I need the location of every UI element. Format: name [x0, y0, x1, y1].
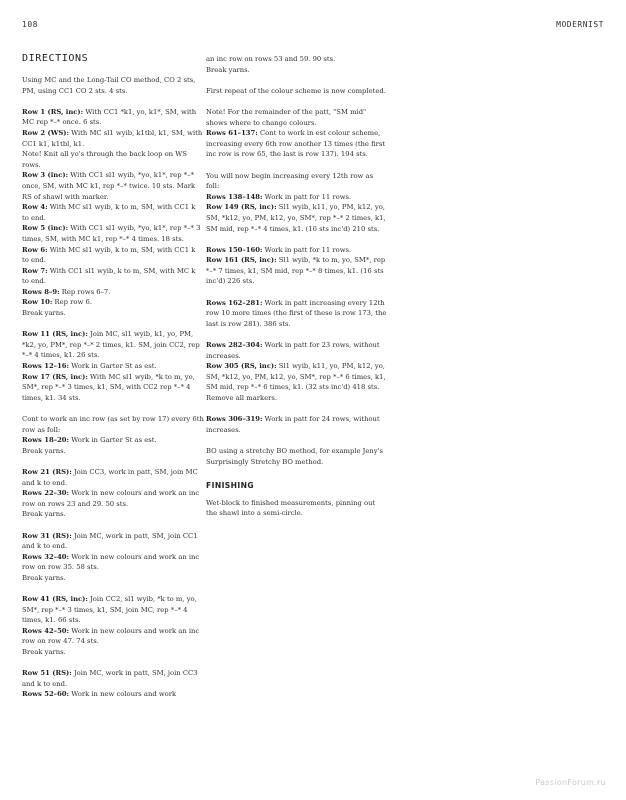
row-label: Row 4:: [22, 203, 48, 212]
left-column: [22, 75, 204, 700]
instruction-line: [22, 287, 204, 298]
instruction-line: [22, 223, 204, 244]
instruction-paragraph: [22, 467, 204, 520]
instruction-line: [22, 689, 204, 700]
instruction-paragraph: [22, 75, 204, 96]
row-label: Rows 306–319:: [206, 415, 263, 424]
row-label: Row 51 (RS):: [22, 669, 72, 678]
row-text: Note! Knit all yo's through the back loop on WS rows.: [22, 150, 187, 169]
row-text: Break yarns.: [22, 309, 66, 318]
instruction-line: [206, 192, 388, 203]
instruction-line: [22, 552, 204, 573]
instruction-line: [206, 361, 388, 393]
row-label: Row 305 (RS, inc):: [206, 362, 277, 371]
instruction-line: [206, 128, 388, 160]
instruction-paragraph: [22, 531, 204, 584]
row-text: Work in new colours and work an inc row on row 47. 74 sts.: [22, 626, 200, 646]
instruction-paragraph: [22, 107, 204, 319]
row-text: Rep rows 6–7.: [59, 287, 111, 296]
row-text: With MC sl1 wyib, *k to m, yo, SM*, rep *–* 3 times, k1, SM, with CC2 rep *–* 4 times, k1. 34 sts.: [22, 372, 195, 402]
middle-column-body: [206, 54, 388, 467]
row-text: Work in patt for 23 rows, without increases.: [206, 341, 380, 360]
row-text: With CC1 sl1 wyib, k to m, SM, with MC k to end.: [22, 266, 196, 286]
instruction-line: [206, 202, 388, 234]
running-head: MODERNIST: [556, 20, 604, 29]
row-text: With CC1 sl1 wyib, *yo, k1*, rep *–* once, SM, with MC k1, rep *–* twice. 10 sts. Mark RS of shawl with marker.: [22, 171, 196, 201]
row-text: Work in patt for 24 rows, without increases.: [206, 415, 380, 434]
row-label: Rows 61–137:: [206, 129, 258, 138]
instruction-paragraph: [22, 668, 204, 700]
finishing-text: Wet-block to finished measurements, pinning out the shawl into a semi-circle.: [206, 498, 376, 518]
row-label: Rows 8–9:: [22, 287, 60, 296]
instruction-line: [22, 128, 204, 149]
row-text: With MC sl1 wyib, k to m, SM, with CC1 k to end.: [22, 203, 196, 222]
row-text: Join MC, work in patt, SM, join CC3 and k to end.: [22, 669, 198, 688]
row-text: With CC1 *k1, yo, k1*, SM, with MC rep *–* once. 6 sts.: [22, 107, 197, 127]
row-label: Row 10:: [22, 298, 53, 307]
instruction-paragraph: [206, 340, 388, 404]
row-text: Join CC2, sl1 wyib, *k to m, yo, SM*, rep *–* 3 times, k1, SM, join MC, rep *–* 4 times, k1. 66 sts.: [22, 595, 197, 625]
instruction-line: [22, 361, 204, 372]
watermark: PassionForum.ru: [535, 778, 606, 787]
instruction-paragraph: [206, 414, 388, 435]
row-text: Work in patt for 11 rows.: [262, 245, 352, 254]
row-text: Sl1 wyib, *k to m, yo, SM*, rep *–* 7 times, k1, SM mid, rep *–* 8 times, k1. (16 sts inc'd) 226 sts.: [206, 256, 386, 286]
row-text: With MC sl1 wyib, k1tbl, k1, SM, with CC1 k1, k1tbl, k1.: [22, 128, 203, 148]
instruction-line: [206, 446, 388, 467]
row-label: Rows 12–16:: [22, 362, 70, 371]
page-number: 108: [22, 20, 38, 29]
row-text: Remove all markers.: [206, 394, 278, 402]
instruction-line: [22, 202, 204, 223]
row-text: Join MC, sl1 wyib, k1, yo, PM, *k2, yo, PM*, rep *–* 2 times, k1. SM, join CC2, rep *–* 4 times, k1. 26 sts.: [22, 330, 200, 360]
instruction-paragraph: [206, 446, 388, 467]
row-label: Row 149 (RS, inc):: [206, 203, 277, 212]
instruction-line: [22, 531, 204, 552]
instruction-line: [22, 446, 204, 457]
row-text: BO using a stretchy BO method, for example Jeny's Surprisingly Stretchy BO method.: [206, 446, 383, 466]
row-text: Rep row 6.: [52, 298, 92, 307]
instruction-paragraph: [206, 298, 388, 330]
row-text: Note! For the remainder of the patt, "SM mid" shows where to change colours.: [206, 107, 367, 127]
row-label: Rows 282–304:: [206, 341, 263, 350]
instruction-line: [206, 86, 388, 97]
instruction-line: [22, 647, 204, 658]
row-text: Work in new colours and work an inc row on row 35. 58 sts.: [22, 552, 200, 572]
row-text: Work in new colours and work an inc row on rows 23 and 29. 50 sts.: [22, 489, 200, 508]
row-label: Row 11 (RS, inc):: [22, 330, 88, 339]
instruction-line: [22, 467, 204, 488]
row-label: Rows 22–30:: [22, 489, 70, 498]
instruction-line: [206, 255, 388, 287]
row-text: Break yarns.: [206, 65, 250, 74]
instruction-paragraph: [22, 594, 204, 658]
instruction-paragraph: [206, 54, 388, 75]
instruction-line: [22, 308, 204, 319]
middle-column: [206, 54, 388, 519]
instruction-line: [206, 298, 388, 330]
row-label: Rows 138–148:: [206, 192, 263, 201]
row-text: Break yarns.: [22, 510, 66, 519]
row-text: You will now begin increasing every 12th row as foll:: [206, 171, 374, 191]
instruction-line: [22, 107, 204, 128]
instruction-line: [22, 75, 204, 96]
row-text: Work in patt increasing every 12th row 10 more times (the first of these is row 173, the last is row 281). 386 sts.: [206, 298, 387, 328]
row-label: Row 31 (RS):: [22, 531, 72, 540]
row-text: Cont to work an inc row (as set by row 17) every 6th row as foll:: [22, 415, 204, 434]
instruction-line: [22, 488, 204, 509]
row-label: Row 3 (inc):: [22, 171, 69, 180]
finishing-section: [206, 481, 388, 519]
row-text: Cont to work in est colour scheme, increasing every 6th row another 13 times (the first inc row is row 65, the last is row 137). 194 sts.: [206, 129, 386, 159]
instruction-paragraph: [206, 245, 388, 287]
row-text: Work in Garter St as est.: [69, 436, 157, 445]
row-label: Rows 162–281:: [206, 298, 263, 307]
row-label: Rows 52–60:: [22, 690, 70, 699]
instruction-line: [206, 393, 388, 404]
finishing-heading: FINISHING: [206, 481, 255, 491]
instruction-paragraph: [22, 414, 204, 456]
row-text: Sl1 wyib, k11, yo, PM, k12, yo, SM, *k12, yo, PM, k12, yo, SM*, rep *–* 6 times, k1, SM mid, rep *–* 6 times, k1. (32 sts inc'd) 418 sts.: [206, 362, 386, 392]
instruction-line: [206, 245, 388, 256]
instruction-line: [206, 414, 388, 435]
instruction-line: [22, 372, 204, 404]
row-label: Rows 32–40:: [22, 552, 70, 561]
row-text: an inc row on rows 53 and 59. 90 sts.: [206, 55, 336, 63]
instruction-line: [22, 509, 204, 520]
instruction-line: [22, 668, 204, 689]
row-text: With MC sl1 wyib, k to m, SM, with CC1 k to end.: [22, 245, 196, 265]
instruction-line: [22, 435, 204, 446]
row-label: Rows 42–50:: [22, 626, 70, 635]
instruction-line: [22, 170, 204, 202]
row-label: Row 17 (RS, inc):: [22, 372, 88, 381]
row-label: Rows 150–160:: [206, 245, 263, 254]
row-text: Join CC3, work in patt, SM, join MC and k to end.: [22, 467, 198, 487]
instruction-line: [206, 340, 388, 361]
row-text: Work in new colours and work: [69, 690, 177, 699]
directions-heading: DIRECTIONS: [22, 53, 89, 64]
instruction-line: [22, 297, 204, 308]
row-label: Row 41 (RS, inc):: [22, 595, 88, 604]
row-text: Work in patt for 11 rows.: [262, 192, 352, 201]
instruction-line: [206, 171, 388, 192]
row-text: Sl1 wyib, k11, yo, PM, k12, yo, SM, *k12, yo, PM, k12, yo, SM*, rep *–* 2 times, k1, SM mid, rep *–* 4 times, k1. (16 sts inc'd) 210 sts.: [206, 203, 386, 233]
instruction-line: [206, 65, 388, 76]
row-text: Break yarns.: [22, 573, 66, 582]
instruction-line: [22, 266, 204, 287]
instruction-line: [206, 54, 388, 65]
row-label: Row 2 (WS):: [22, 128, 69, 137]
instruction-line: [22, 626, 204, 647]
instruction-line: [206, 107, 388, 128]
instruction-paragraph: [22, 329, 204, 403]
row-text: Break yarns.: [22, 446, 66, 455]
row-label: Row 5 (inc):: [22, 224, 69, 233]
row-label: Row 7:: [22, 266, 48, 275]
row-label: Row 161 (RS, inc):: [206, 256, 277, 265]
row-label: Row 6:: [22, 245, 48, 254]
instruction-line: [22, 414, 204, 435]
row-text: With CC1 sl1 wyib, *yo, k1*, rep *–* 3 times, SM, with MC k1, rep *–* 4 times. 18 sts.: [22, 224, 201, 243]
instruction-paragraph: [206, 107, 388, 160]
row-text: Break yarns.: [22, 648, 66, 657]
row-label: Row 21 (RS):: [22, 467, 72, 476]
instruction-line: [22, 594, 204, 626]
instruction-line: [22, 573, 204, 584]
row-text: Using MC and the Long-Tail CO method, CO 2 sts, PM, using CC1 CO 2 sts. 4 sts.: [22, 76, 196, 95]
row-text: Join MC, work in patt, SM, join CC1 and k to end.: [22, 531, 198, 551]
row-text: Work in Garter St as est.: [69, 362, 157, 371]
instruction-paragraph: [206, 171, 388, 235]
row-text: First repeat of the colour scheme is now completed.: [206, 86, 386, 95]
row-label: Rows 18–20:: [22, 436, 70, 445]
instruction-line: [22, 329, 204, 361]
instruction-line: [22, 149, 204, 170]
instruction-line: [22, 245, 204, 266]
instruction-paragraph: [206, 86, 388, 97]
row-label: Row 1 (RS, inc):: [22, 107, 84, 116]
